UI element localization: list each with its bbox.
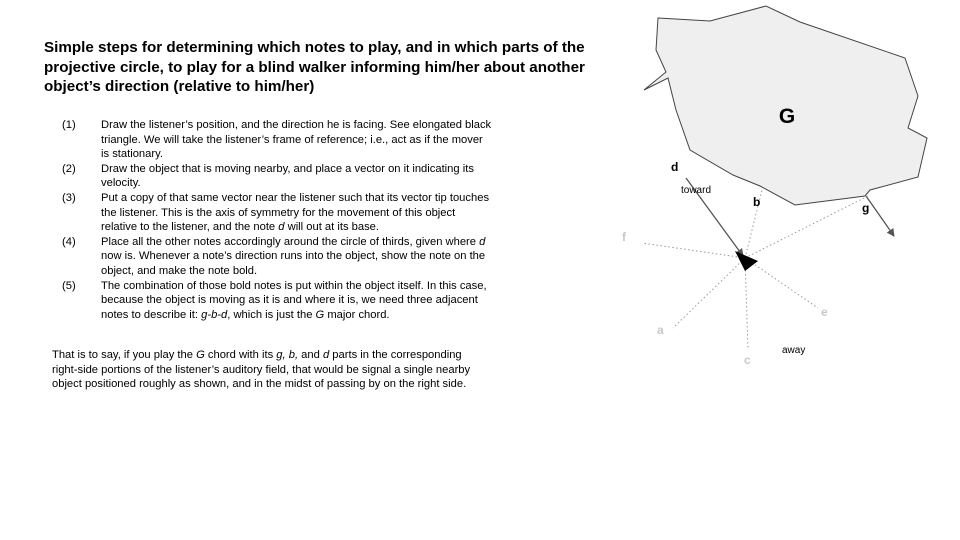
summary-text-run: parts in the corresponding right-side portions of the listener’s auditory field, that would be signal a single nearby object positioned roughly as shown, and in the midst of passing by on the right side. [52,349,471,391]
ray-c [745,258,748,350]
toward-label: toward [681,185,712,196]
summary-text-run: d [322,349,330,361]
step-text-run: Draw the listener’s position, and the direction he is facing. See elongated black triangle. We will take the listener’s frame of reference; i.e., act as if the mover is stationary. [101,119,492,161]
ray-e [745,258,818,308]
note-a-label: a [657,323,664,337]
ray-a [673,258,745,328]
page-title: Simple steps for determining which notes to play, and in which parts of the projective circle, to play for a blind walker informing him/her about another object’s direction (relative to him/her) [44,39,585,95]
object-chord-label: G [778,105,796,128]
step-number: (3) [62,191,76,204]
step-text-run: Place all the other notes accordingly around the circle of thirds, given where [101,235,480,248]
object-velocity-vector [866,196,894,236]
step-text-run: major chord. [324,308,390,321]
note-f-label: f [622,230,626,244]
note-d-label: d [671,160,679,174]
ray-f [642,243,745,258]
step-text-run: G [315,308,325,321]
step-number: (4) [62,235,76,248]
step-text-run: , which is just the [227,308,316,321]
step-text-run: will out at its base. [284,221,380,234]
summary-text-run: g, b, [276,349,299,361]
step-number: (2) [62,162,76,175]
summary-text-run: That is to say, if you play the [52,349,197,361]
step-text-run: d [278,221,285,234]
direction-rays [642,190,868,350]
away-label: away [782,345,806,356]
step-text-run: Put a copy of that same vector near the listener such that its vector tip touches the listener. This is the axis of symmetry for the movement of this object relative to the listener, and the note [101,191,490,234]
note-b-label: b [753,195,761,209]
step-text-run: d [479,235,486,248]
summary-text-run: and [298,349,323,361]
step-text-run: g-b-d [201,308,228,321]
step-text-run: now is. Whenever a note’s direction runs into the object, show the note on the object, and make the note bold. [101,250,486,277]
step-number: (1) [62,119,76,131]
note-g-label: g [862,201,870,215]
summary-text-run: G [196,349,205,361]
ray-g [745,196,868,258]
step-number: (5) [62,279,76,292]
step-text-run: The combination of those bold notes is put within the object itself. In this case, because the object is moving as it is and where it is, we need three adjacent notes to describe it: [101,279,487,321]
note-c-label: c [744,353,751,367]
step-text-run: Draw the object that is moving nearby, and place a vector on it indicating its velocity. [101,162,474,190]
note-e-label: e [821,305,828,319]
summary-text-run: chord with its [204,349,277,361]
